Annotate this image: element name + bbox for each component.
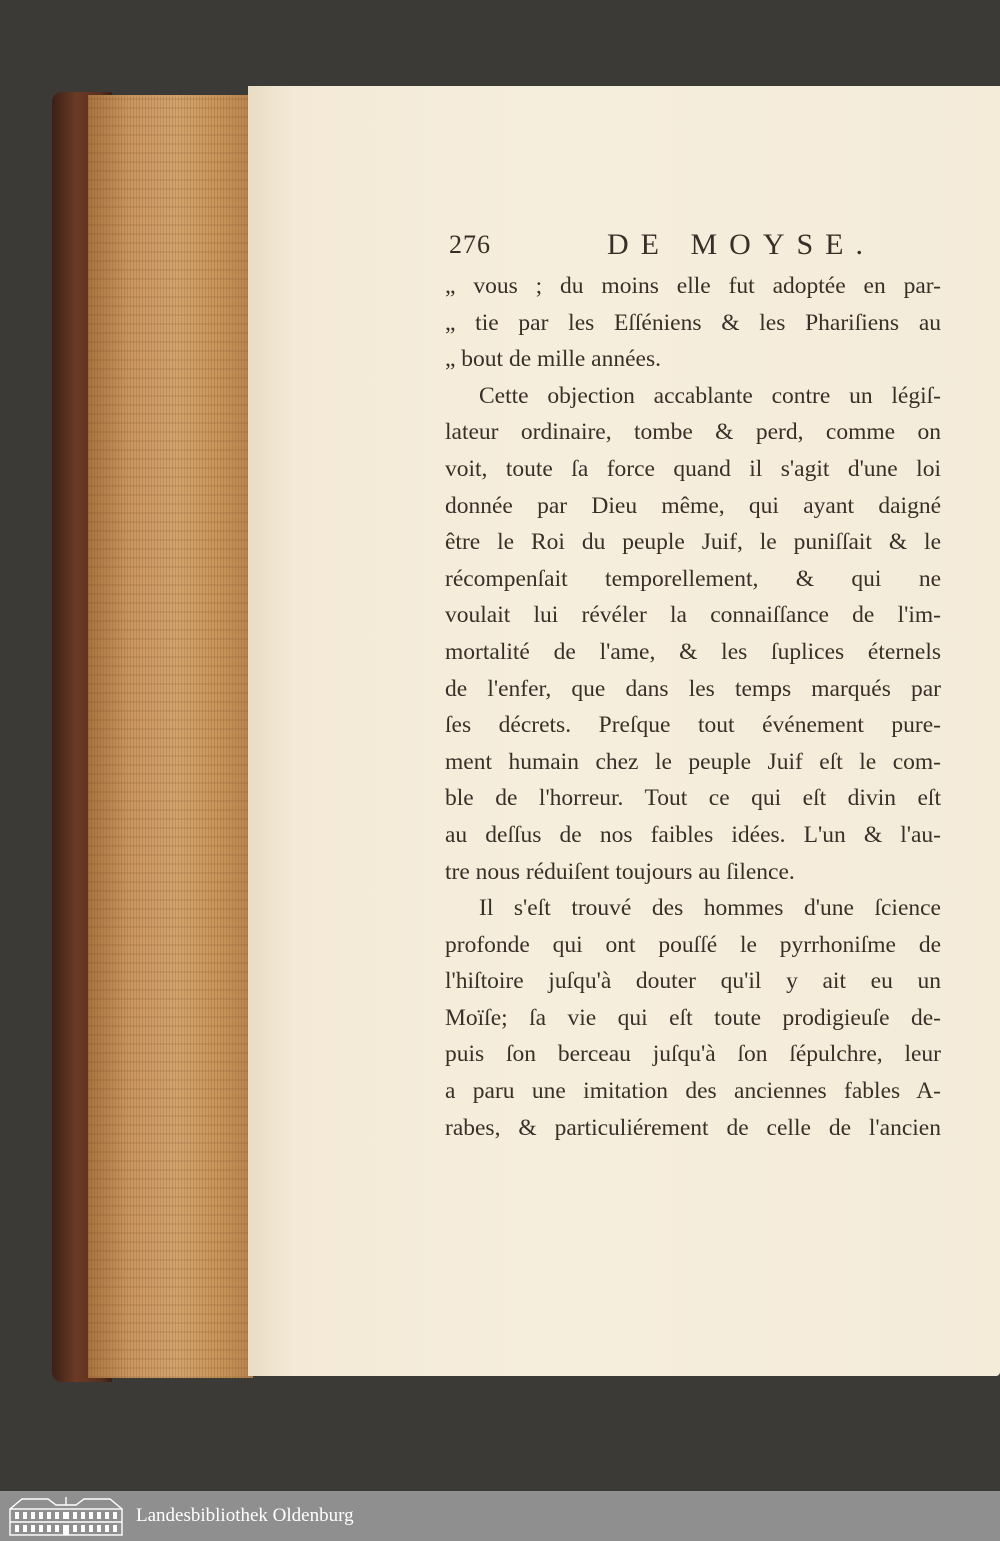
text-line: „ vous ; du moins elle fut adoptée en par- (445, 273, 941, 299)
footer-bar (0, 1491, 1000, 1541)
text-line: voit, toute ſa force quand il s'agit d'une loi (445, 455, 941, 482)
text-line: récompenſait temporellement, & qui ne (445, 565, 941, 592)
text-line: a paru une imitation des anciennes fables A- (445, 1078, 941, 1105)
library-building-icon (8, 1495, 124, 1537)
page-number: 276 (449, 230, 491, 259)
text-line: profonde qui ont pouſſé le pyrrhoniſme de (445, 931, 941, 958)
text-line: ment humain chez le peuple Juif eſt le com- (445, 748, 941, 775)
text-line: Cette objection accablante contre un légiſ- (479, 382, 941, 409)
library-name: Landesbibliothek Oldenburg (136, 1505, 354, 1526)
text-line: l'hiſtoire juſqu'à douter qu'il y ait eu un (445, 968, 941, 995)
text-line: puis ſon berceau juſqu'à ſon ſépulchre, leur (445, 1041, 941, 1068)
page-fore-edge (88, 95, 253, 1378)
text-line: ſes décrets. Preſque tout événement pure- (445, 712, 941, 739)
text-line: Moïſe; ſa vie qui eſt toute prodigieuſe de- (445, 1004, 941, 1031)
text-line: „ tie par les Eſſéniens & les Phariſiens au (445, 309, 941, 336)
text-line: „ bout de mille années. (445, 346, 661, 373)
text-line: de l'enfer, que dans les temps marqués par (445, 675, 941, 702)
text-line: voulait lui révéler la connaiſſance de l'im- (445, 602, 941, 629)
text-line: au deſſus de nos faibles idées. L'un & l'au- (445, 821, 941, 848)
text-line: tre nous réduiſent toujours au ſilence. (445, 858, 795, 885)
text-line: Il s'eſt trouvé des hommes d'une ſcience (479, 895, 941, 922)
page-header (445, 222, 941, 268)
page-text-block (445, 222, 941, 1146)
running-title: DE MOYSE. (607, 228, 876, 261)
text-line: être le Roi du peuple Juif, le puniſſait & le (445, 529, 941, 556)
text-line: donnée par Dieu même, qui ayant daigné (445, 492, 941, 519)
text-line: mortalité de l'ame, & les ſuplices éternels (445, 638, 941, 665)
text-line: rabes, & particuliérement de celle de l'ancien (445, 1114, 941, 1141)
text-line: lateur ordinaire, tombe & perd, comme on (445, 419, 941, 446)
text-line: ble de l'horreur. Tout ce qui eſt divin eſt (445, 785, 941, 812)
